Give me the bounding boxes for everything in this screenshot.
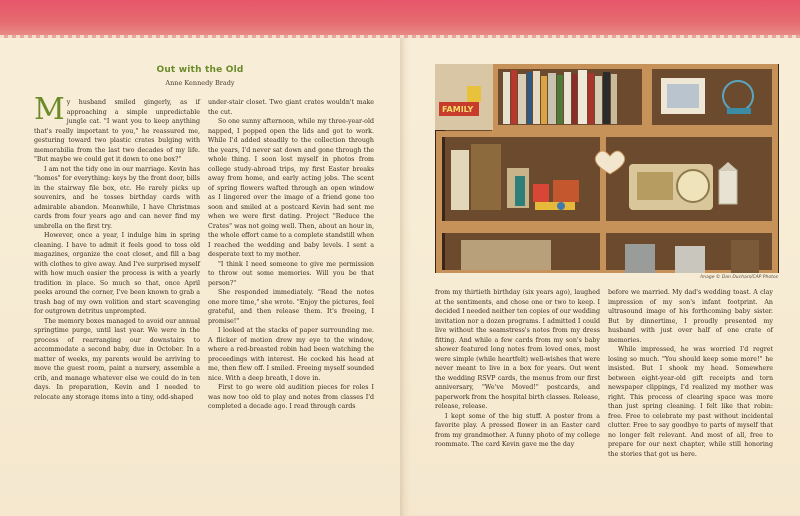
paragraph: before we married. My dad's wedding toast. A clay impression of my son's infant footprint. An ultrasound image of his forthcoming baby sister. But by dinnertime, I proudly presented my husband with just over half of one crate of memories. [608,289,773,344]
text-column-1 [34,92,200,402]
paragraph: So one sunny afternoon, while my three-year-old napped, I popped open the lids and got to work. While I'd added steadily to the collection through the years, I'd never sat down and gone through the whole thing. I soon lost myself in photos from college study-abroad trips, my first Easter breaks away from home, and early acting jobs. The scent of spring flowers wafted through an open window as I lingered over the image of a friend gone too soon and smiled at a postcard Kevin had sent me when we were first dating. Project "Reduce the Crates" was not going well. Then, about an hour in, the whole effort came to a complete standstill when I reached the wedding and baby levels. I sent a desperate text to my mother. [208,118,374,258]
paragraph: I am not the tidy one in our marriage. Kevin has "homes" for everything: keys by the front door, bills in the stairway file box, etc. He rarely picks up souvenirs, and he tosses birthday cards with admirable abandon. Meanwhile, I have Christmas cards from four years ago and can never find my umbrella on the first try. [34,165,200,230]
shelf-photo [435,64,779,273]
paragraph: The memory boxes managed to avoid our annual springtime purge, until last year. We were in the process of rearranging our downstairs to accommodate a second baby, due in October. In a matter of weeks, my parents would be arriving to move the guest room, paint a nursery, assemble a crib, and manage whatever else we could do in ten days. In preparation, Kevin and I needed to relocate any storage items into a tiny, odd-shaped [34,317,200,401]
paragraph: under-stair closet. Two giant crates wouldn't make the cut. [208,99,374,116]
paragraph: I kept some of the big stuff. A poster from a favorite play. A pressed flower in an Easter card from my grandmother. A funny photo of my college roommate. The card Kevin gave me the day [435,412,600,448]
paragraph: My husband smiled gingerly, as if approaching a simple unpredictable jungle cat. "I want you to keep anything that's really important to you," he reassured me, gesturing toward two plastic crates bulging with memorabilia from the last two decades of my life. "But maybe we could get it down to one box?" [34,92,200,163]
paragraph: "I think I need someone to give me permission to throw out some memories. Will you be that person?" [208,260,374,287]
paragraph: I looked at the stacks of paper surrounding me. A flicker of motion drew my eye to the window, where a red-breasted robin had been watching the proceedings with interest. He cocked his head at me, then flew off. I smiled. Freeing myself sounded nice. With a deep breath, I dove in. [208,327,374,382]
photo-credit: Image © Dan Duchars/CAP Photos [700,275,778,280]
article-title: Out with the Old [156,65,244,75]
text-column-4 [608,288,773,459]
paragraph: She responded immediately. "Read the notes one more time," she wrote. "Enjoy the pictures, feel grateful, and then release them. It's freeing, I promise!" [208,289,374,325]
text-column-3 [435,288,600,450]
left-page [0,38,400,516]
text-column-2 [208,98,374,412]
drop-cap: M [34,92,65,127]
family-sign-text: FAMILY [442,105,474,114]
article-author: Anne Kennedy Brady [165,79,235,87]
paragraph: While impressed, he was worried I'd regret losing so much. "You should keep some more!" he insisted. But I shook my head. Somewhere between eight-year-old gift receipts and torn newspaper clippings, I'd realized my mother was right. This process of clearing space was more than just spring cleaning. I felt like that robin: free. Free to celebrate my past without incidental clutter. Free to say goodbye to parts of myself that no longer felt relevant. And most of all, free to prepare for our next chapter, while still honoring the stories that got us here. [608,346,773,458]
decorative-header-band [0,0,800,38]
paragraph: from my thirtieth birthday (six years ago), laughed at the sentiments, and chose one or two to keep. I decided I needed neither ten copies of our wedding invitation nor a dozen programs. I admitted I could live without the seamstress's notes from my dress fitting. And while a few cards from my son's baby shower featured long notes from loved ones, most were simple (while heartfelt) well-wishes that were never meant to live in a box for years. Out went the wedding RSVP cards, the menus from our first anniversary, "We've Moved!" postcards, and paperwork from the hospital birth classes. Release, release, release. [435,289,600,410]
paragraph: First to go were old audition pieces for roles I was now too old to play and notes from classes I'd completed a decade ago. I read through cards [208,384,374,410]
paragraph: However, once a year, I indulge him in spring cleaning. I have to admit it feels good to toss old magazines, organize the coat closet, and fill a bag with clothes to give away. And I've surprised myself with how much easier the process is with a yearly tradition in place. So much so that, once April peeks around the corner, I've been known to grab a trash bag of my own volition and start scavenging for outgrown detritus unprompted. [34,232,200,315]
right-page [400,38,800,516]
shelf-photo-illustration [435,64,779,273]
